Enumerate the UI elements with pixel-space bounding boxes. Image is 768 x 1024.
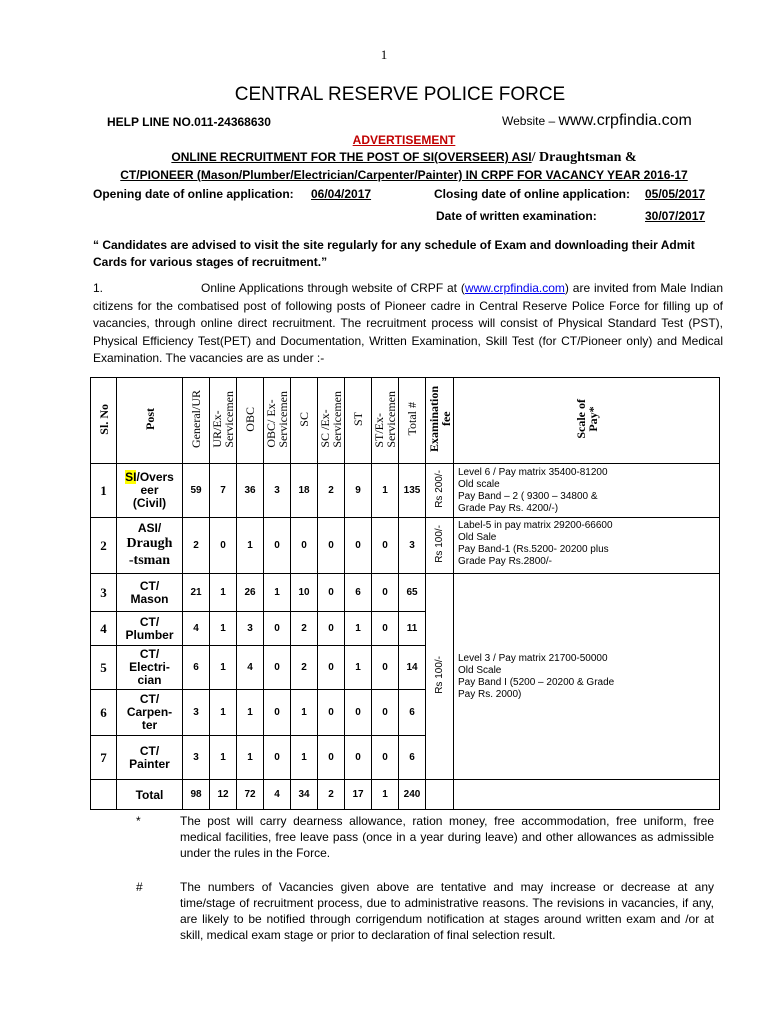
cell: 1 <box>345 646 372 690</box>
website-label: Website – <box>502 114 556 128</box>
cell: 1 <box>210 736 237 780</box>
row-sl-no: 1 <box>91 464 117 518</box>
cell: 0 <box>318 612 345 646</box>
paragraph-text-a: Online Applications through website of CRPF at ( <box>201 281 465 295</box>
cell: 0 <box>372 574 399 612</box>
candidate-notice: “ Candidates are advised to visit the site regularly for any schedule of Exam and downloading their Admit Cards for various stages of recruitment.” <box>93 238 695 269</box>
cell: 59 <box>183 464 210 518</box>
total-empty-cell <box>426 780 454 810</box>
advertisement-heading: ADVERTISEMENT <box>352 133 456 147</box>
cell: 1 <box>237 518 264 574</box>
header-sl-no: Sl. No <box>91 378 117 464</box>
crpf-website-link[interactable]: www.crpfindia.com <box>464 281 565 295</box>
header-col: General/UR <box>183 378 210 464</box>
cell: 0 <box>318 736 345 780</box>
cell: 1 <box>291 690 318 736</box>
total-cell: 4 <box>264 780 291 810</box>
total-cell: 2 <box>318 780 345 810</box>
recruitment-title-part-b: / Draughtsman & <box>531 150 637 165</box>
row-post: ASI/ Draugh -tsman <box>117 518 183 574</box>
header-col: UR/Ex- Servicemen <box>210 378 237 464</box>
total-cell: 1 <box>372 780 399 810</box>
footnote-mark: * <box>136 814 141 828</box>
total-cell: 34 <box>291 780 318 810</box>
post-highlight: SI <box>125 470 137 484</box>
cell: 0 <box>264 646 291 690</box>
cell: 0 <box>318 518 345 574</box>
cell: 0 <box>318 690 345 736</box>
total-label: Total <box>117 780 183 810</box>
website-url[interactable]: www.crpfindia.com <box>558 112 692 129</box>
cell: 0 <box>372 518 399 574</box>
helpline: HELP LINE NO.011-24368630 <box>107 115 271 129</box>
header-col: SC /Ex- Servicemen <box>318 378 345 464</box>
row-sl-no: 3 <box>91 574 117 612</box>
row-sl-no: 6 <box>91 690 117 736</box>
row-sl-no: 2 <box>91 518 117 574</box>
cell: 1 <box>237 690 264 736</box>
total-cell: 12 <box>210 780 237 810</box>
cell: 21 <box>183 574 210 612</box>
header-exam-fee: Examination fee <box>426 378 454 464</box>
table-total-row <box>91 780 720 810</box>
cell: 18 <box>291 464 318 518</box>
header-col: ST <box>345 378 372 464</box>
cell: 135 <box>399 464 426 518</box>
cell: 1 <box>237 736 264 780</box>
cell: 3 <box>399 518 426 574</box>
header-col: SC <box>291 378 318 464</box>
footnote-mark: # <box>136 880 143 894</box>
row-post: CT/ Painter <box>117 736 183 780</box>
cell: 3 <box>183 736 210 780</box>
row-sl-no: 7 <box>91 736 117 780</box>
header-post: Post <box>117 378 183 464</box>
fee-cell: Rs 200/- <box>426 464 454 518</box>
website-line <box>502 112 692 130</box>
vacancy-table <box>90 377 720 810</box>
cell: 4 <box>183 612 210 646</box>
recruitment-title-part-a: ONLINE RECRUITMENT FOR THE POST OF SI(OVERSEER) ASI <box>171 150 532 164</box>
cell: 0 <box>345 736 372 780</box>
footnote-text: The numbers of Vacancies given above are tentative and may increase or decrease at any time/stage of recruitment process, due to administrative reasons. The revisions in vacancies, if any, are likely to be notified through corrigendum notification at stages around written exam and /or at skill, medical exam stage or prior to declaration of final selection result. <box>180 880 714 942</box>
opening-date-label: Opening date of online application: <box>93 187 294 201</box>
cell: 9 <box>345 464 372 518</box>
cell: 36 <box>237 464 264 518</box>
cell: 0 <box>318 574 345 612</box>
cell: 1 <box>210 612 237 646</box>
fee-cell: Rs 100/- <box>426 518 454 574</box>
cell: 0 <box>372 612 399 646</box>
header-col: Total # <box>399 378 426 464</box>
cell: 2 <box>291 612 318 646</box>
total-cell: 17 <box>345 780 372 810</box>
cell: 0 <box>264 612 291 646</box>
footnote-text: The post will carry dearness allowance, ration money, free accommodation, free uniform, free medical facilities, free leave pass (once in a year during leave) and other allowances as admissible under the rules in the Force. <box>180 814 714 860</box>
total-cell: 240 <box>399 780 426 810</box>
cell: 4 <box>237 646 264 690</box>
page-title: CENTRAL RESERVE POLICE FORCE <box>234 84 566 105</box>
cell: 6 <box>399 736 426 780</box>
recruitment-title-line1 <box>0 150 768 166</box>
header-scale-of-pay: Scale of Pay* <box>454 378 720 464</box>
cell: 1 <box>291 736 318 780</box>
row-post: CT/ Mason <box>117 574 183 612</box>
cell: 14 <box>399 646 426 690</box>
cell: 6 <box>183 646 210 690</box>
scale-cell: Level 6 / Pay matrix 35400-81200 Old scale Pay Band – 2 ( 9300 – 34800 & Grade Pay Rs. 4200/-) <box>454 464 720 518</box>
page-number: 1 <box>380 47 388 62</box>
opening-date: 06/04/2017 <box>311 187 372 201</box>
cell: 0 <box>264 690 291 736</box>
cell: 1 <box>210 646 237 690</box>
cell: 6 <box>345 574 372 612</box>
cell: 3 <box>237 612 264 646</box>
total-cell: 72 <box>237 780 264 810</box>
table-row <box>91 518 720 574</box>
cell: 0 <box>345 518 372 574</box>
row-post: CT/ Electri- cian <box>117 646 183 690</box>
cell: 0 <box>345 690 372 736</box>
closing-date-label: Closing date of online application: <box>434 187 631 201</box>
recruitment-title-line2: CT/PIONEER (Mason/Plumber/Electrician/Carpenter/Painter) IN CRPF FOR VACANCY YEAR 2016-17 <box>120 168 688 182</box>
table-row <box>91 464 720 518</box>
cell: 0 <box>318 646 345 690</box>
cell: 1 <box>372 464 399 518</box>
table-header-row <box>91 378 720 464</box>
header-col: ST/Ex- Servicemen <box>372 378 399 464</box>
cell: 0 <box>372 690 399 736</box>
cell: 65 <box>399 574 426 612</box>
cell: 2 <box>291 646 318 690</box>
paragraph-text-b: ) are invited from Male Indian citizens for the combatised post of following posts of Pioneer cadre in Central Reserve Police Force for filling up of vacancies, through online direct recruitment. The recruitment process will consist of Physical Standard Test (PST), Physical Efficiency Test(PET) and Documentation, Written Examination, Skill Test (for CT/Pioneer only) and Medical Examination. The vacancies are as under :- <box>93 281 723 365</box>
cell: 10 <box>291 574 318 612</box>
cell: 1 <box>210 690 237 736</box>
row-post: SI/Overs eer (Civil) <box>117 464 183 518</box>
header-col: OBC/ Ex- Servicemen <box>264 378 291 464</box>
cell: 1 <box>210 574 237 612</box>
cell: 0 <box>291 518 318 574</box>
cell: 1 <box>345 612 372 646</box>
cell: 7 <box>210 464 237 518</box>
row-post: CT/ Plumber <box>117 612 183 646</box>
exam-date: 30/07/2017 <box>645 209 706 223</box>
row-sl-no: 4 <box>91 612 117 646</box>
row-post: CT/ Carpen- ter <box>117 690 183 736</box>
scale-cell: Level 3 / Pay matrix 21700-50000 Old Scale Pay Band I (5200 – 20200 & Grade Pay Rs. 2000) <box>454 574 720 780</box>
closing-date: 05/05/2017 <box>645 187 706 201</box>
paragraph-1 <box>93 280 723 368</box>
cell: 0 <box>372 646 399 690</box>
cell: 0 <box>372 736 399 780</box>
fee-cell: Rs 100/- <box>426 574 454 780</box>
total-cell: 98 <box>183 780 210 810</box>
paragraph-number: 1. <box>93 281 104 295</box>
total-empty-cell <box>454 780 720 810</box>
cell: 0 <box>264 736 291 780</box>
cell: 0 <box>264 518 291 574</box>
row-sl-no: 5 <box>91 646 117 690</box>
scale-cell: Label-5 in pay matrix 29200-66600 Old Sale Pay Band-1 (Rs.5200- 20200 plus Grade Pay Rs.2800/- <box>454 518 720 574</box>
cell: 2 <box>318 464 345 518</box>
cell: 1 <box>264 574 291 612</box>
cell: 3 <box>264 464 291 518</box>
header-col: OBC <box>237 378 264 464</box>
cell: 6 <box>399 690 426 736</box>
cell: 0 <box>210 518 237 574</box>
cell: 3 <box>183 690 210 736</box>
total-empty-cell <box>91 780 117 810</box>
cell: 11 <box>399 612 426 646</box>
cell: 2 <box>183 518 210 574</box>
cell: 26 <box>237 574 264 612</box>
exam-date-label: Date of written examination: <box>436 209 597 223</box>
table-row <box>91 574 720 612</box>
